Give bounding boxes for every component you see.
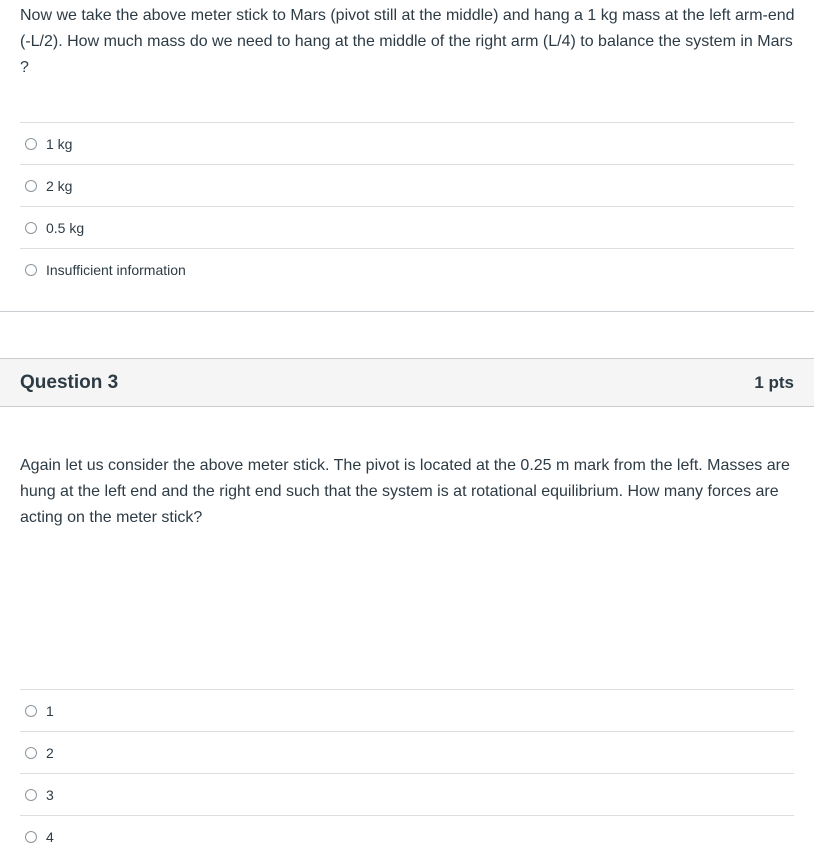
- answer-option[interactable]: [20, 773, 794, 815]
- radio-button[interactable]: [25, 180, 37, 192]
- answer-label[interactable]: 3: [46, 786, 54, 803]
- radio-button[interactable]: [25, 789, 37, 801]
- answer-option[interactable]: [20, 164, 794, 206]
- answer-label[interactable]: Insufficient information: [46, 261, 186, 278]
- answer-label[interactable]: 0.5 kg: [46, 219, 85, 236]
- answer-option[interactable]: [20, 122, 794, 164]
- radio-button[interactable]: [25, 264, 37, 276]
- question-title: Question 3: [20, 372, 119, 393]
- radio-button[interactable]: [25, 138, 37, 150]
- radio-button[interactable]: [25, 705, 37, 717]
- answer-label[interactable]: 1: [46, 702, 54, 719]
- radio-button[interactable]: [25, 831, 37, 843]
- answer-label[interactable]: 2 kg: [46, 177, 73, 194]
- question-3-header: [0, 358, 814, 407]
- answer-option[interactable]: [20, 206, 794, 248]
- answer-option[interactable]: [20, 815, 794, 857]
- question-divider: [0, 311, 814, 312]
- answer-label[interactable]: 2: [46, 744, 54, 761]
- answer-label[interactable]: 4: [46, 828, 54, 845]
- answer-option[interactable]: [20, 731, 794, 773]
- answer-label[interactable]: 1 kg: [46, 135, 73, 152]
- question-points: 1 pts: [754, 373, 794, 392]
- radio-button[interactable]: [25, 222, 37, 234]
- question-2-answers: [20, 122, 794, 290]
- question-3-answers: [20, 689, 794, 857]
- answer-option[interactable]: [20, 689, 794, 731]
- question-3-text: Again let us consider the above meter stick. The pivot is located at the 0.25 m mark from the left. Masses are hung at the left end and the right end such that the system is at rotational equilibrium. How many forces are acting on the meter stick?: [20, 457, 790, 526]
- radio-button[interactable]: [25, 747, 37, 759]
- question-2-text: Now we take the above meter stick to Mars (pivot still at the middle) and hang a 1 kg mass at the left arm-end (-L/2). How much mass do we need to hang at the middle of the right arm (L/4) to balance the system in Mars ?: [20, 7, 795, 76]
- answer-option[interactable]: [20, 248, 794, 290]
